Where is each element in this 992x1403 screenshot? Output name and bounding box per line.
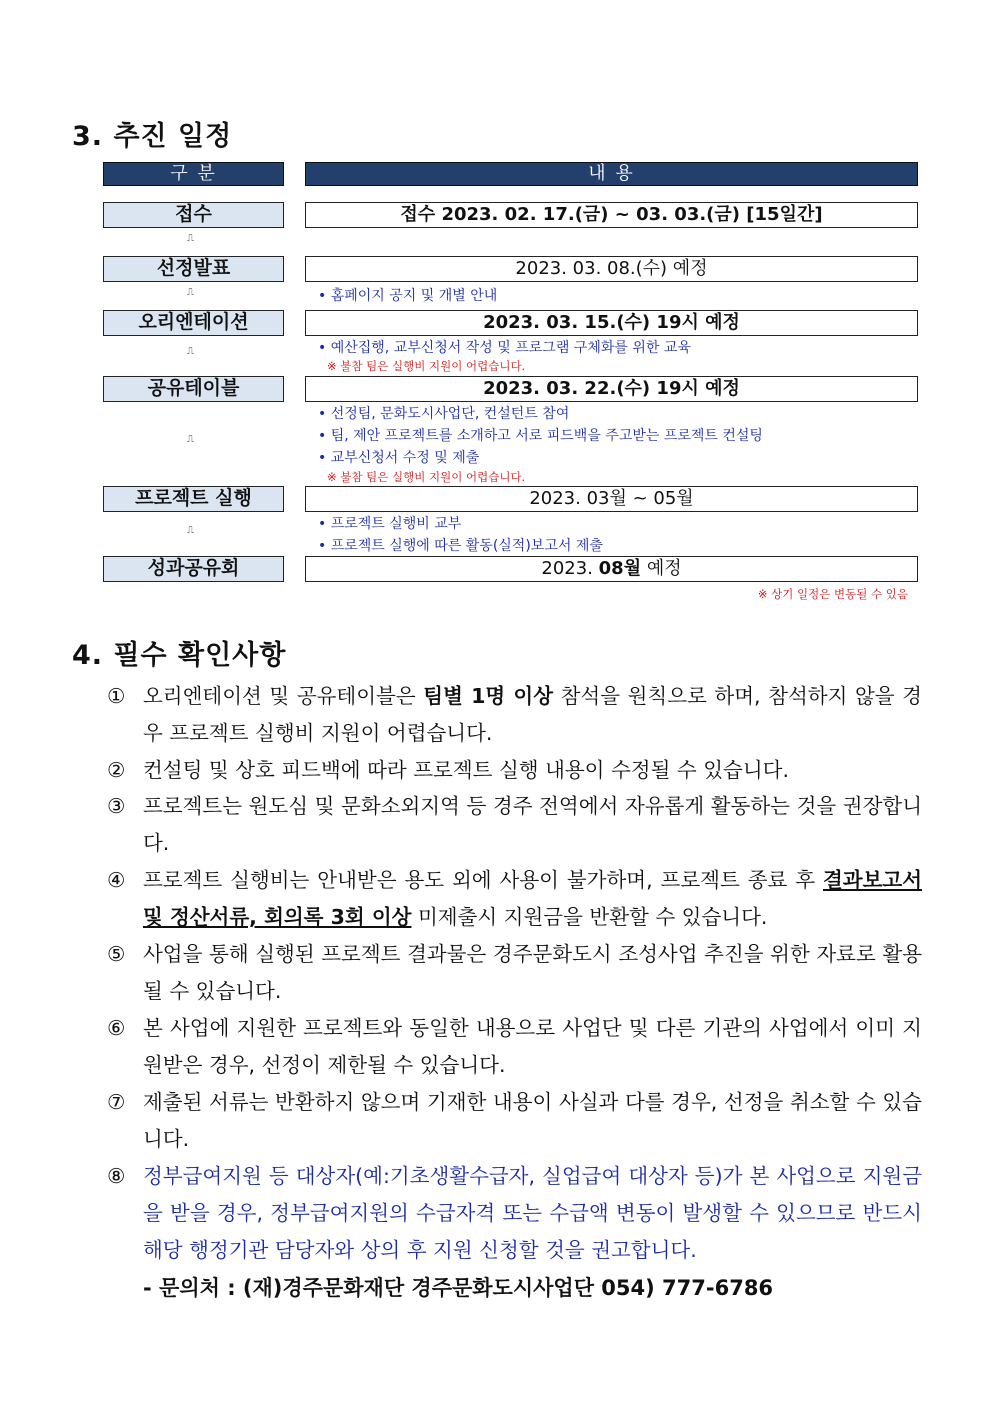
row-value-showcase: 2023. 08월 예정 <box>305 556 918 582</box>
row-label-apply: 접수 <box>103 202 284 228</box>
list-item: ⑦ 제출된 서류는 반환하지 않으며 기재한 내용이 사실과 다를 경우, 선정을 취소할 수 있습니다. <box>107 1090 922 1151</box>
row-label-orientation: 오리엔테이션 <box>103 310 284 336</box>
flow-arrow-icon: ⎍ <box>187 346 194 357</box>
list-item: ② 컨설팅 및 상호 피드백에 따라 프로젝트 실행 내용이 수정될 수 있습니다. <box>107 758 789 782</box>
section4-title: 4. 필수 확인사항 <box>72 640 287 671</box>
row-label-selection: 선정발표 <box>103 256 284 282</box>
note-project-1: • 프로젝트 실행비 교부 <box>318 516 462 532</box>
row-value-share-table: 2023. 03. 22.(수) 19시 예정 <box>305 376 918 402</box>
warning-orientation: ※ 불참 팀은 실행비 지원이 어렵습니다. <box>327 359 526 373</box>
header-content: 내 용 <box>305 162 918 186</box>
row-label-showcase: 성과공유회 <box>103 556 284 582</box>
contact-info: - 문의처 : (재)경주문화재단 경주문화도시사업단 054) 777-6786 <box>143 1276 774 1300</box>
note-share-table-3: • 교부신청서 수정 및 제출 <box>318 450 480 466</box>
flow-arrow-icon: ⎍ <box>187 287 194 298</box>
warning-share-table: ※ 불참 팀은 실행비 지원이 어렵습니다. <box>327 470 526 484</box>
list-item: ④ 프로젝트 실행비는 안내받은 용도 외에 사용이 불가하며, 프로젝트 종료 후 결과보고서 및 정산서류, 회의록 3회 이상 미제출시 지원금을 반환할 수 있습니다. <box>107 868 922 929</box>
note-share-table-2: • 팀, 제안 프로젝트를 소개하고 서로 피드백을 주고받는 프로젝트 컨설팅 <box>318 428 763 444</box>
note-project-2: • 프로젝트 실행에 따른 활동(실적)보고서 제출 <box>318 538 603 554</box>
flow-arrow-icon: ⎍ <box>187 434 194 445</box>
row-value-orientation: 2023. 03. 15.(수) 19시 예정 <box>305 310 918 336</box>
row-label-project: 프로젝트 실행 <box>103 486 284 512</box>
row-value-project: 2023. 03월 ~ 05월 <box>305 486 918 512</box>
header-category: 구 분 <box>103 162 284 186</box>
section3-title: 3. 추진 일정 <box>72 121 233 152</box>
note-selection: • 홈페이지 공지 및 개별 안내 <box>318 288 498 304</box>
row-value-selection: 2023. 03. 08.(수) 예정 <box>305 256 918 282</box>
flow-arrow-icon: ⎍ <box>187 525 194 536</box>
note-share-table-1: • 선정팀, 문화도시사업단, 컨설턴트 참여 <box>318 406 570 422</box>
note-orientation: • 예산집행, 교부신청서 작성 및 프로그램 구체화를 위한 교육 <box>318 340 691 356</box>
row-label-share-table: 공유테이블 <box>103 376 284 402</box>
list-item: ⑤ 사업을 통해 실행된 프로젝트 결과물은 경주문화도시 조성사업 추진을 위한 자료로 활용될 수 있습니다. <box>107 942 922 1003</box>
list-item: ① 오리엔테이션 및 공유테이블은 팀별 1명 이상 참석을 원칙으로 하며, 참석하지 않을 경우 프로젝트 실행비 지원이 어렵습니다. <box>107 684 922 745</box>
row-value-apply: 접수 2023. 02. 17.(금) ~ 03. 03.(금) [15일간] <box>305 202 918 228</box>
list-item: ⑥ 본 사업에 지원한 프로젝트와 동일한 내용으로 사업단 및 다른 기관의 사업에서 이미 지원받은 경우, 선정이 제한될 수 있습니다. <box>107 1016 922 1077</box>
list-item: ⑧ 정부급여지원 등 대상자(예:기초생활수급자, 실업급여 대상자 등)가 본 사업으로 지원금을 받을 경우, 정부급여지원의 수급자격 또는 수급액 변동이 발생할 수 있으므로 반드시 해당 행정기관 담당자와 상의 후 지원 신청할 것을 권고합니다. <box>107 1164 922 1262</box>
list-item: ③ 프로젝트는 원도심 및 문화소외지역 등 경주 전역에서 자유롭게 활동하는 것을 권장합니다. <box>107 794 922 855</box>
flow-arrow-icon: ⎍ <box>187 233 194 244</box>
schedule-footnote: ※ 상기 일정은 변동될 수 있음 <box>757 587 908 601</box>
